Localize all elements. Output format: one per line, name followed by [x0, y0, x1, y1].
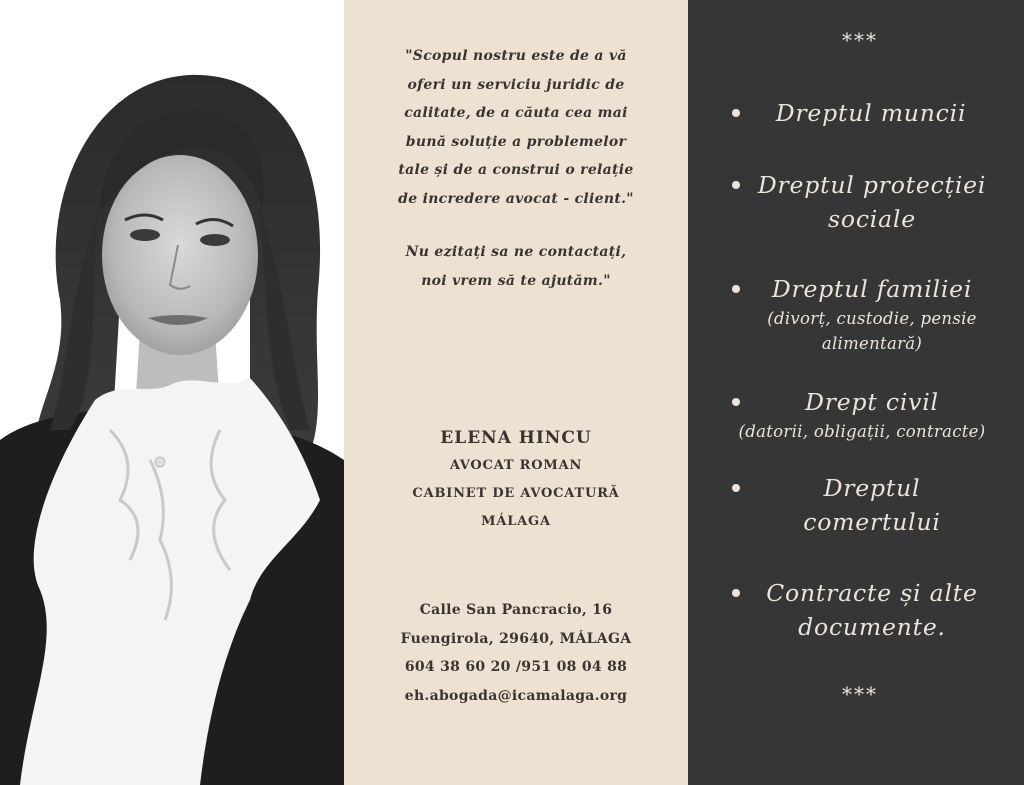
- decorative-stars-bottom: ***: [842, 682, 878, 706]
- invite-line: Nu ezitați sa ne contactați,: [405, 244, 627, 260]
- quote-line: "Scopul nostru este de a vă: [405, 48, 627, 64]
- lawyer-identity: [364, 424, 668, 536]
- quote-line: calitate, de a căuta cea mai: [404, 105, 628, 121]
- lawyer-name: ELENA HINCU: [440, 428, 592, 448]
- invite-line: noi vrem să te ajutăm.": [421, 272, 611, 289]
- bullet-icon: [732, 589, 740, 597]
- service-label: Dreptul muncii: [775, 99, 967, 127]
- service-label: sociale: [828, 205, 916, 233]
- service-item: [688, 272, 1024, 356]
- office-city: MÁLAGA: [481, 514, 551, 529]
- services-panel: [688, 0, 1024, 785]
- service-detail: alimentară): [821, 334, 923, 353]
- info-panel: [344, 0, 688, 785]
- service-item: [688, 576, 1024, 644]
- street-address: Calle San Pancracio, 16: [419, 602, 613, 618]
- email-address[interactable]: eh.abogada@icamalaga.org: [404, 687, 628, 704]
- quote-line: de incredere avocat - client.": [398, 190, 634, 207]
- quote-line: tale și de a construi o relație: [398, 162, 634, 178]
- phone-numbers[interactable]: 604 38 60 20 /951 08 04 88: [404, 659, 628, 676]
- decorative-stars-top: ***: [842, 28, 878, 52]
- bullet-icon: [732, 109, 740, 117]
- quote-line: oferi un serviciu juridic de: [407, 76, 625, 93]
- quote-line: bună soluție a problemelor: [405, 133, 627, 150]
- bullet-icon: [732, 484, 740, 492]
- lawyer-title: AVOCAT ROMAN: [449, 458, 583, 473]
- service-detail: (datorii, obligații, contracte): [738, 422, 986, 441]
- service-label: comertului: [803, 508, 941, 536]
- service-label: Dreptul: [823, 474, 921, 502]
- locality-address: Fuengirola, 29640, MÁLAGA: [400, 630, 632, 647]
- contact-invitation: [378, 238, 654, 295]
- service-label: documente.: [798, 613, 946, 641]
- service-label: Contracte și alte: [766, 579, 978, 607]
- service-label: Dreptul protecției: [757, 171, 987, 199]
- service-detail: (divorț, custodie, pensie: [767, 309, 977, 328]
- mission-quote: [384, 42, 648, 213]
- portrait-illustration: [0, 0, 344, 785]
- bullet-icon: [732, 285, 740, 293]
- service-item: [688, 168, 1024, 236]
- service-label: Dreptul familiei: [771, 275, 973, 303]
- office-name: CABINET DE AVOCATURĂ: [412, 486, 620, 501]
- service-item: [688, 96, 1024, 130]
- bullet-icon: [732, 181, 740, 189]
- portrait-photo: [0, 0, 344, 785]
- bullet-icon: [732, 398, 740, 406]
- service-label: Drept civil: [805, 388, 939, 416]
- service-item: [688, 471, 1024, 539]
- service-item: [688, 385, 1024, 444]
- contact-block: [364, 596, 668, 710]
